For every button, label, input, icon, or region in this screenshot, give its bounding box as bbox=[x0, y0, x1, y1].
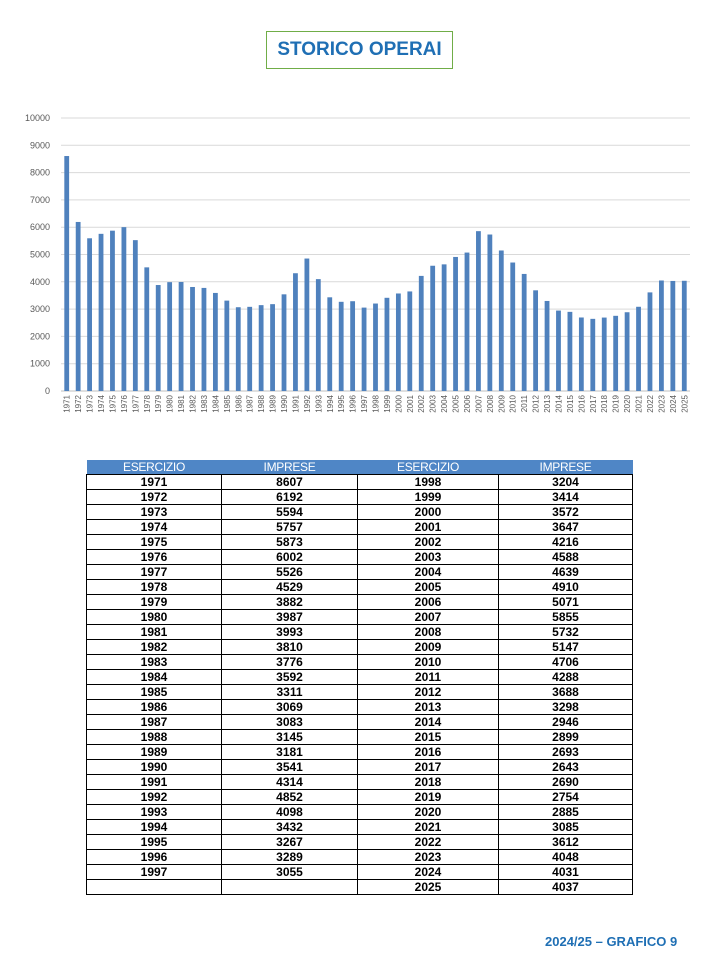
cell-esercizio: 2024 bbox=[358, 865, 499, 880]
x-tick-label: 1984 bbox=[211, 395, 221, 413]
cell-imprese: 3414 bbox=[499, 490, 633, 505]
cell-imprese: 6192 bbox=[222, 490, 358, 505]
cell-imprese: 4639 bbox=[499, 565, 633, 580]
bar-chart bbox=[0, 100, 720, 430]
bar-1995 bbox=[339, 302, 344, 391]
bar-1987 bbox=[247, 307, 252, 391]
table-row bbox=[87, 595, 633, 610]
cell-esercizio: 2021 bbox=[358, 820, 499, 835]
x-tick-label: 2005 bbox=[451, 395, 461, 413]
table-row bbox=[87, 790, 633, 805]
bar-1996 bbox=[350, 301, 355, 391]
x-tick-label: 2017 bbox=[588, 395, 598, 413]
header-imprese-2: IMPRESE bbox=[499, 460, 633, 475]
y-tick-label: 5000 bbox=[29, 249, 50, 260]
bar-1992 bbox=[304, 259, 309, 391]
bar-1983 bbox=[202, 288, 207, 391]
cell-imprese: 4216 bbox=[499, 535, 633, 550]
x-tick-label: 2020 bbox=[623, 395, 633, 413]
cell-esercizio: 2005 bbox=[358, 580, 499, 595]
x-tick-label: 2013 bbox=[543, 395, 553, 413]
cell-imprese: 3432 bbox=[222, 820, 358, 835]
cell-imprese: 5071 bbox=[499, 595, 633, 610]
cell-imprese: 4588 bbox=[499, 550, 633, 565]
cell-esercizio: 1985 bbox=[87, 685, 222, 700]
x-tick-label: 1976 bbox=[119, 395, 129, 413]
cell-esercizio: 1995 bbox=[87, 835, 222, 850]
x-tick-label: 1973 bbox=[85, 395, 95, 413]
cell-esercizio bbox=[87, 880, 222, 895]
cell-imprese: 3541 bbox=[222, 760, 358, 775]
bar-1989 bbox=[270, 304, 275, 391]
cell-imprese: 3145 bbox=[222, 730, 358, 745]
x-tick-label: 1981 bbox=[177, 395, 187, 413]
x-tick-label: 1986 bbox=[234, 395, 244, 413]
table-row bbox=[87, 670, 633, 685]
cell-esercizio: 2003 bbox=[358, 550, 499, 565]
bar-2017 bbox=[590, 319, 595, 391]
x-tick-label: 2016 bbox=[577, 395, 587, 413]
cell-imprese: 2693 bbox=[499, 745, 633, 760]
cell-imprese: 4031 bbox=[499, 865, 633, 880]
x-tick-label: 1997 bbox=[360, 395, 370, 413]
table-row bbox=[87, 580, 633, 595]
table-row bbox=[87, 490, 633, 505]
cell-imprese: 3647 bbox=[499, 520, 633, 535]
x-tick-label: 1992 bbox=[302, 395, 312, 413]
cell-imprese: 2885 bbox=[499, 805, 633, 820]
cell-esercizio: 1998 bbox=[358, 475, 499, 490]
table-row bbox=[87, 880, 633, 895]
x-tick-label: 1975 bbox=[108, 395, 118, 413]
cell-esercizio: 1992 bbox=[87, 790, 222, 805]
x-tick-label: 1989 bbox=[268, 395, 278, 413]
bar-1979 bbox=[156, 285, 161, 391]
bar-1975 bbox=[110, 231, 115, 391]
cell-esercizio: 1974 bbox=[87, 520, 222, 535]
bar-1981 bbox=[179, 282, 184, 391]
y-tick-label: 3000 bbox=[29, 304, 50, 315]
x-tick-label: 2006 bbox=[462, 395, 472, 413]
cell-esercizio: 2019 bbox=[358, 790, 499, 805]
cell-esercizio: 2006 bbox=[358, 595, 499, 610]
header-imprese-1: IMPRESE bbox=[222, 460, 358, 475]
table-row bbox=[87, 700, 633, 715]
bar-2021 bbox=[636, 307, 641, 391]
cell-esercizio: 1989 bbox=[87, 745, 222, 760]
x-tick-label: 2008 bbox=[485, 395, 495, 413]
cell-esercizio: 2022 bbox=[358, 835, 499, 850]
bar-2025 bbox=[682, 281, 687, 391]
cell-esercizio: 1987 bbox=[87, 715, 222, 730]
cell-esercizio: 2008 bbox=[358, 625, 499, 640]
cell-imprese: 3267 bbox=[222, 835, 358, 850]
cell-imprese: 2899 bbox=[499, 730, 633, 745]
bar-1985 bbox=[224, 301, 229, 391]
bar-2002 bbox=[419, 276, 424, 391]
cell-imprese: 3289 bbox=[222, 850, 358, 865]
table-row bbox=[87, 715, 633, 730]
x-tick-label: 1999 bbox=[382, 395, 392, 413]
table-row bbox=[87, 760, 633, 775]
table-row bbox=[87, 520, 633, 535]
bar-2023 bbox=[659, 280, 664, 391]
cell-imprese: 3572 bbox=[499, 505, 633, 520]
cell-imprese: 3055 bbox=[222, 865, 358, 880]
cell-imprese: 4048 bbox=[499, 850, 633, 865]
cell-imprese: 3987 bbox=[222, 610, 358, 625]
cell-esercizio: 2013 bbox=[358, 700, 499, 715]
table-row bbox=[87, 565, 633, 580]
table-row bbox=[87, 775, 633, 790]
table-row bbox=[87, 805, 633, 820]
bar-2014 bbox=[556, 311, 561, 391]
bar-2000 bbox=[396, 293, 401, 391]
cell-esercizio: 1973 bbox=[87, 505, 222, 520]
cell-esercizio: 2015 bbox=[358, 730, 499, 745]
cell-imprese: 3083 bbox=[222, 715, 358, 730]
x-tick-label: 1972 bbox=[74, 395, 84, 413]
x-tick-label: 2002 bbox=[417, 395, 427, 413]
cell-imprese: 3085 bbox=[499, 820, 633, 835]
x-tick-label: 1971 bbox=[62, 395, 72, 413]
cell-esercizio: 1997 bbox=[87, 865, 222, 880]
header-esercizio-1: ESERCIZIO bbox=[87, 460, 222, 475]
cell-imprese: 3612 bbox=[499, 835, 633, 850]
table-body bbox=[87, 475, 633, 895]
x-tick-label: 2022 bbox=[645, 395, 655, 413]
bar-2016 bbox=[579, 317, 584, 391]
y-tick-label: 8000 bbox=[29, 167, 50, 178]
x-tick-label: 2011 bbox=[520, 395, 530, 413]
bar-2024 bbox=[670, 281, 675, 391]
bar-1999 bbox=[385, 298, 390, 391]
x-tick-label: 1998 bbox=[371, 395, 381, 413]
cell-esercizio: 2011 bbox=[358, 670, 499, 685]
cell-esercizio: 2007 bbox=[358, 610, 499, 625]
bar-2020 bbox=[625, 312, 630, 391]
header-esercizio-2: ESERCIZIO bbox=[358, 460, 499, 475]
cell-esercizio: 1981 bbox=[87, 625, 222, 640]
cell-imprese: 2690 bbox=[499, 775, 633, 790]
cell-imprese: 4529 bbox=[222, 580, 358, 595]
cell-imprese: 4706 bbox=[499, 655, 633, 670]
cell-esercizio: 2023 bbox=[358, 850, 499, 865]
x-tick-label: 2015 bbox=[565, 395, 575, 413]
bar-2006 bbox=[465, 253, 470, 391]
bar-2011 bbox=[522, 274, 527, 391]
cell-esercizio: 2018 bbox=[358, 775, 499, 790]
cell-imprese: 3298 bbox=[499, 700, 633, 715]
cell-esercizio: 2009 bbox=[358, 640, 499, 655]
bar-1993 bbox=[316, 279, 321, 391]
cell-esercizio: 1982 bbox=[87, 640, 222, 655]
table-row bbox=[87, 835, 633, 850]
table-row bbox=[87, 535, 633, 550]
bar-1997 bbox=[362, 308, 367, 391]
data-table bbox=[86, 460, 633, 895]
x-tick-label: 2009 bbox=[497, 395, 507, 413]
cell-esercizio: 1980 bbox=[87, 610, 222, 625]
cell-esercizio: 2010 bbox=[358, 655, 499, 670]
cell-esercizio: 1984 bbox=[87, 670, 222, 685]
cell-esercizio: 1991 bbox=[87, 775, 222, 790]
bar-2015 bbox=[568, 312, 573, 391]
cell-esercizio: 2020 bbox=[358, 805, 499, 820]
cell-esercizio: 1996 bbox=[87, 850, 222, 865]
cell-imprese: 3882 bbox=[222, 595, 358, 610]
cell-imprese: 2754 bbox=[499, 790, 633, 805]
table-row bbox=[87, 865, 633, 880]
x-tick-label: 2003 bbox=[428, 395, 438, 413]
cell-esercizio: 2004 bbox=[358, 565, 499, 580]
y-tick-label: 1000 bbox=[29, 358, 50, 369]
table-row bbox=[87, 505, 633, 520]
bar-2005 bbox=[453, 257, 458, 391]
table-row bbox=[87, 640, 633, 655]
bar-1972 bbox=[76, 222, 81, 391]
cell-esercizio: 1971 bbox=[87, 475, 222, 490]
y-tick-label: 10000 bbox=[24, 113, 50, 123]
cell-imprese: 4037 bbox=[499, 880, 633, 895]
y-tick-label: 6000 bbox=[29, 222, 50, 233]
x-tick-label: 2018 bbox=[600, 395, 610, 413]
x-tick-label: 2019 bbox=[611, 395, 621, 413]
cell-esercizio: 2017 bbox=[358, 760, 499, 775]
cell-esercizio: 1978 bbox=[87, 580, 222, 595]
x-tick-label: 1991 bbox=[291, 395, 301, 413]
x-tick-label: 1977 bbox=[131, 395, 141, 413]
cell-esercizio: 2002 bbox=[358, 535, 499, 550]
bar-1991 bbox=[293, 273, 298, 391]
cell-esercizio: 1994 bbox=[87, 820, 222, 835]
cell-esercizio: 1977 bbox=[87, 565, 222, 580]
page-title-text: STORICO OPERAI bbox=[277, 39, 442, 60]
table-row bbox=[87, 475, 633, 490]
page-title bbox=[266, 31, 453, 69]
cell-imprese: 3993 bbox=[222, 625, 358, 640]
y-tick-label: 4000 bbox=[29, 276, 50, 287]
x-tick-label: 1982 bbox=[188, 395, 198, 413]
cell-imprese: 4910 bbox=[499, 580, 633, 595]
bar-2003 bbox=[430, 266, 435, 391]
cell-esercizio: 2000 bbox=[358, 505, 499, 520]
bar-2010 bbox=[510, 263, 515, 391]
bar-1994 bbox=[327, 297, 332, 391]
cell-esercizio: 1976 bbox=[87, 550, 222, 565]
cell-esercizio: 2001 bbox=[358, 520, 499, 535]
x-tick-label: 2010 bbox=[508, 395, 518, 413]
x-tick-label: 1995 bbox=[337, 395, 347, 413]
table-row bbox=[87, 610, 633, 625]
cell-esercizio: 1979 bbox=[87, 595, 222, 610]
footer-label: 2024/25 – GRAFICO 9 bbox=[545, 934, 678, 949]
cell-esercizio: 2025 bbox=[358, 880, 499, 895]
x-tick-label: 1983 bbox=[199, 395, 209, 413]
bar-2018 bbox=[602, 318, 607, 391]
cell-imprese: 3810 bbox=[222, 640, 358, 655]
x-tick-label: 1978 bbox=[142, 395, 152, 413]
x-tick-label: 2004 bbox=[440, 395, 450, 413]
bar-1974 bbox=[99, 234, 104, 391]
bar-1986 bbox=[236, 307, 241, 391]
cell-esercizio: 1975 bbox=[87, 535, 222, 550]
x-tick-label: 2000 bbox=[394, 395, 404, 413]
x-tick-label: 2021 bbox=[634, 395, 644, 413]
bar-2009 bbox=[499, 250, 504, 391]
cell-imprese: 3204 bbox=[499, 475, 633, 490]
cell-esercizio: 1986 bbox=[87, 700, 222, 715]
table-row bbox=[87, 625, 633, 640]
table-row bbox=[87, 685, 633, 700]
x-tick-label: 1990 bbox=[280, 395, 290, 413]
table-row bbox=[87, 655, 633, 670]
x-tick-label: 2001 bbox=[405, 395, 415, 413]
cell-imprese: 2946 bbox=[499, 715, 633, 730]
cell-imprese: 5526 bbox=[222, 565, 358, 580]
cell-imprese: 2643 bbox=[499, 760, 633, 775]
bar-2008 bbox=[487, 235, 492, 391]
table-row bbox=[87, 745, 633, 760]
x-tick-label: 2012 bbox=[531, 395, 541, 413]
x-tick-label: 1993 bbox=[314, 395, 324, 413]
bar-1977 bbox=[133, 240, 138, 391]
cell-imprese: 5757 bbox=[222, 520, 358, 535]
x-tick-label: 1974 bbox=[97, 395, 107, 413]
bar-1990 bbox=[282, 294, 287, 391]
cell-imprese: 5594 bbox=[222, 505, 358, 520]
cell-imprese: 5732 bbox=[499, 625, 633, 640]
y-tick-label: 7000 bbox=[29, 194, 50, 205]
bar-1978 bbox=[144, 267, 149, 391]
bar-1980 bbox=[167, 282, 172, 391]
bar-1984 bbox=[213, 293, 218, 391]
cell-imprese: 4852 bbox=[222, 790, 358, 805]
table-row bbox=[87, 550, 633, 565]
bar-2019 bbox=[613, 316, 618, 391]
cell-imprese: 4098 bbox=[222, 805, 358, 820]
x-tick-label: 1987 bbox=[245, 395, 255, 413]
x-tick-label: 2025 bbox=[680, 395, 690, 413]
bar-1971 bbox=[64, 156, 69, 391]
x-tick-label: 2014 bbox=[554, 395, 564, 413]
cell-imprese: 3181 bbox=[222, 745, 358, 760]
cell-esercizio: 2014 bbox=[358, 715, 499, 730]
bar-1973 bbox=[87, 238, 92, 391]
x-tick-label: 2007 bbox=[474, 395, 484, 413]
cell-esercizio: 2012 bbox=[358, 685, 499, 700]
x-tick-label: 1985 bbox=[222, 395, 232, 413]
table-row bbox=[87, 850, 633, 865]
cell-imprese: 3311 bbox=[222, 685, 358, 700]
cell-imprese bbox=[222, 880, 358, 895]
cell-imprese: 3776 bbox=[222, 655, 358, 670]
x-tick-label: 1979 bbox=[154, 395, 164, 413]
cell-esercizio: 2016 bbox=[358, 745, 499, 760]
table-header-row bbox=[87, 460, 633, 475]
x-tick-label: 2023 bbox=[657, 395, 667, 413]
cell-esercizio: 1999 bbox=[358, 490, 499, 505]
cell-imprese: 4288 bbox=[499, 670, 633, 685]
cell-imprese: 8607 bbox=[222, 475, 358, 490]
table-row bbox=[87, 820, 633, 835]
cell-esercizio: 1988 bbox=[87, 730, 222, 745]
cell-imprese: 4314 bbox=[222, 775, 358, 790]
cell-imprese: 5147 bbox=[499, 640, 633, 655]
cell-imprese: 6002 bbox=[222, 550, 358, 565]
cell-imprese: 3069 bbox=[222, 700, 358, 715]
cell-imprese: 3688 bbox=[499, 685, 633, 700]
y-tick-label: 9000 bbox=[29, 140, 50, 151]
bar-2004 bbox=[442, 264, 447, 391]
cell-esercizio: 1983 bbox=[87, 655, 222, 670]
bar-2013 bbox=[545, 301, 550, 391]
x-tick-label: 2024 bbox=[668, 395, 678, 413]
x-tick-label: 1988 bbox=[257, 395, 267, 413]
cell-imprese: 5855 bbox=[499, 610, 633, 625]
x-tick-label: 1980 bbox=[165, 395, 175, 413]
cell-imprese: 5873 bbox=[222, 535, 358, 550]
bar-2007 bbox=[476, 231, 481, 391]
y-tick-label: 0 bbox=[44, 386, 50, 396]
cell-esercizio: 1990 bbox=[87, 760, 222, 775]
y-tick-label: 2000 bbox=[29, 331, 50, 342]
bar-2012 bbox=[533, 290, 538, 391]
x-tick-label: 1994 bbox=[325, 395, 335, 413]
cell-esercizio: 1972 bbox=[87, 490, 222, 505]
bar-1988 bbox=[259, 305, 264, 391]
bar-2001 bbox=[407, 291, 412, 391]
cell-imprese: 3592 bbox=[222, 670, 358, 685]
x-tick-label: 1996 bbox=[348, 395, 358, 413]
bar-1998 bbox=[373, 304, 378, 391]
table-row bbox=[87, 730, 633, 745]
bar-2022 bbox=[648, 292, 653, 391]
bar-1982 bbox=[190, 287, 195, 391]
bar-1976 bbox=[121, 227, 126, 391]
cell-esercizio: 1993 bbox=[87, 805, 222, 820]
